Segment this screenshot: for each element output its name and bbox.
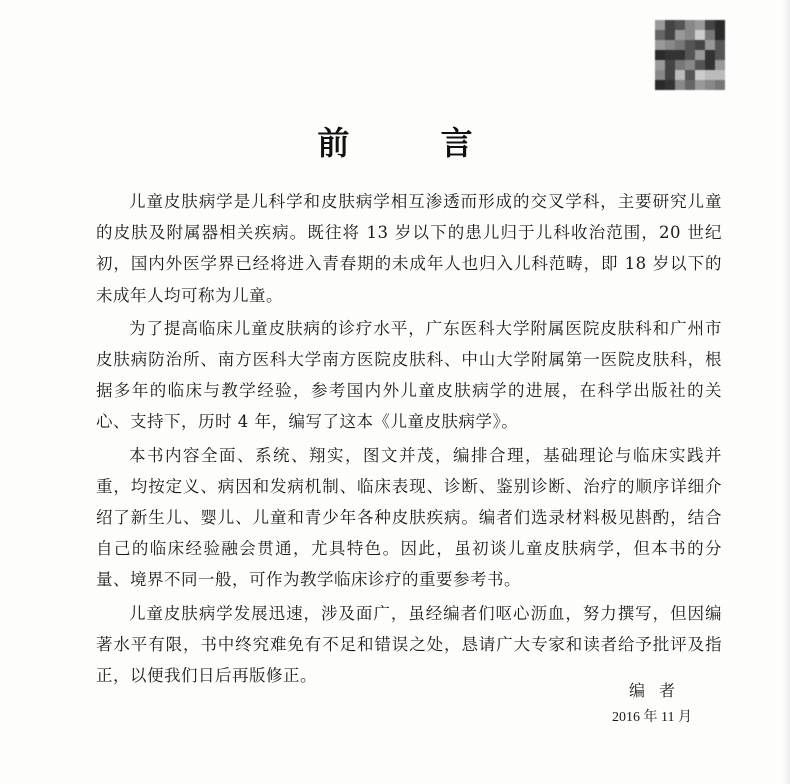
qr-pixel [685, 20, 695, 30]
qr-pixel [715, 70, 725, 80]
qr-pixel [715, 60, 725, 70]
qr-pixel [675, 40, 685, 50]
qr-pixel [705, 40, 715, 50]
qr-pixel [685, 40, 695, 50]
qr-pixel [695, 50, 705, 60]
qr-pixel [695, 20, 705, 30]
page-edge-shadow [782, 0, 790, 784]
qr-pixel [655, 70, 665, 80]
qr-pixel [705, 50, 715, 60]
qr-pixel [715, 80, 725, 90]
qr-pixel [655, 20, 665, 30]
qr-pixel [665, 40, 675, 50]
qr-pixel [675, 50, 685, 60]
qr-pixel [665, 30, 675, 40]
qr-pixel [715, 20, 725, 30]
paragraph-4: 儿童皮肤病学发展迅速，涉及面广，虽经编者们呕心沥血，努力撰写，但因编著水平有限，书中终究难免有不足和错误之处，恳请广大专家和读者给予批评及指正，以便我们日后再版修正。 [96, 603, 722, 686]
qr-pixel [685, 80, 695, 90]
qr-pixel [675, 20, 685, 30]
page-title: 前 言 [317, 124, 513, 162]
qr-pixel [705, 70, 715, 80]
qr-pixel [685, 70, 695, 80]
paragraph-1: 儿童皮肤病学是儿科学和皮肤病学相互渗透而形成的交叉学科，主要研究儿童的皮肤及附属器相关疾病。既往将 13 岁以下的患儿归于儿科收治范围，20 世纪初，国内外医学界已经将进入青春期的未成年人也归入儿科范畴，即 18 岁以下的未成年人均可称为儿童。 [96, 192, 722, 305]
paragraph-2: 为了提高临床儿童皮肤病的诊疗水平，广东医科大学附属医院皮肤科和广州市皮肤病防治所、南方医科大学南方医院皮肤科、中山大学附属第一医院皮肤科，根据多年的临床与教学经验，参考国内外儿童皮肤病学的进展，在科学出版社的关心、支持下，历时 4 年，编写了这本《儿童皮肤病学》。 [96, 318, 722, 432]
qr-pixel [655, 40, 665, 50]
qr-pixel [665, 50, 675, 60]
qr-pixel [665, 70, 675, 80]
qr-pixel [665, 20, 675, 30]
qr-pixel [675, 80, 685, 90]
qr-pixel [715, 30, 725, 40]
qr-pixel [705, 80, 715, 90]
signature: 编者 [629, 681, 690, 700]
qr-pixel [675, 70, 685, 80]
qr-pixel [655, 50, 665, 60]
preface-body [96, 186, 722, 693]
qr-pixel [685, 50, 695, 60]
qr-pixel [675, 60, 685, 70]
qr-pixel [655, 30, 665, 40]
qr-pixel [705, 20, 715, 30]
qr-pixel [695, 30, 705, 40]
blurred-qr-code-image [655, 20, 725, 92]
qr-pixel [695, 60, 705, 70]
qr-pixel [695, 40, 705, 50]
qr-pixel [715, 50, 725, 60]
qr-pixel [675, 30, 685, 40]
qr-pixel [695, 70, 705, 80]
qr-pixel [665, 80, 675, 90]
qr-pixel [695, 80, 705, 90]
qr-pixel [655, 60, 665, 70]
qr-pixel [655, 80, 665, 90]
paragraph-3: 本书内容全面、系统、翔实，图文并茂，编排合理，基础理论与临床实践并重，均按定义、病因和发病机制、临床表现、诊断、鉴别诊断、治疗的顺序详细介绍了新生儿、婴儿、儿童和青少年各种皮肤疾病。编者们选录材料极见斟酌，结合自己的临床经验融会贯通，尤具特色。因此，虽初谈儿童皮肤病学，但本书的分量、境界不同一般，可作为教学临床诊疗的重要参考书。 [96, 445, 722, 590]
qr-pixel [705, 60, 715, 70]
date: 2016 年 11 月 [612, 710, 692, 725]
qr-pixel [685, 60, 695, 70]
qr-pixel [705, 30, 715, 40]
qr-pixel [665, 60, 675, 70]
qr-pixel [715, 40, 725, 50]
qr-pixel [685, 30, 695, 40]
